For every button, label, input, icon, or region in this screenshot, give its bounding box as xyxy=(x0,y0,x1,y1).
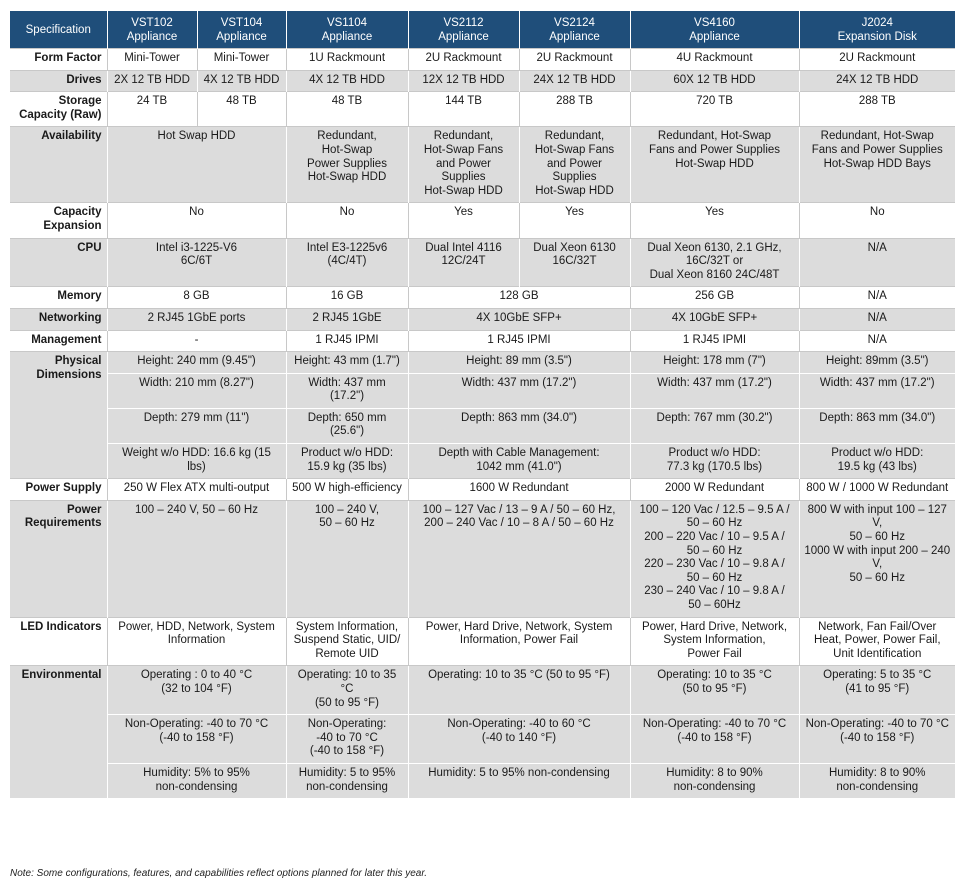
cell: 8 GB xyxy=(107,287,286,309)
cell: 100 – 120 Vac / 12.5 – 9.5 A / 50 – 60 Hz 200 – 220 Vac / 10 – 9.5 A / 50 – 60 Hz 220 – 230 Vac / 10 – 9.8 A / 50 – 60 Hz 230 – 240 Vac / 10 – 9.8 A / 50 – 60Hz xyxy=(630,500,799,617)
row-form-factor xyxy=(10,49,955,71)
cell: 100 – 240 V, 50 – 60 Hz xyxy=(286,500,408,617)
cell: 100 – 127 Vac / 13 – 9 A / 50 – 60 Hz, 200 – 240 Vac / 10 – 8 A / 50 – 60 Hz xyxy=(408,500,630,617)
cell: Humidity: 5% to 95% non-condensing xyxy=(107,763,286,798)
cell: Depth: 863 mm (34.0") xyxy=(799,408,955,443)
cell: 2U Rackmount xyxy=(799,49,955,71)
cell: N/A xyxy=(799,308,955,330)
row-label: Memory xyxy=(10,287,107,309)
row-power-requirements xyxy=(10,500,955,617)
row-networking xyxy=(10,308,955,330)
cell: Redundant, Hot-Swap Fans and Power Supplies Hot-Swap HDD xyxy=(519,127,630,203)
cell: Width: 437 mm (17.2") xyxy=(630,373,799,408)
row-memory xyxy=(10,287,955,309)
cell: Redundant, Hot-Swap Fans and Power Supplies Hot-Swap HDD Bays xyxy=(799,127,955,203)
row-cpu xyxy=(10,238,955,287)
row-label: Power Requirements xyxy=(10,500,107,617)
cell: Mini-Tower xyxy=(197,49,286,71)
row-label: Storage Capacity (Raw) xyxy=(10,92,107,127)
cell: Depth: 767 mm (30.2") xyxy=(630,408,799,443)
cell: System Information, Suspend Static, UID/ Remote UID xyxy=(286,617,408,666)
cell: Non-Operating: -40 to 70 °C (-40 to 158 °F) xyxy=(286,715,408,764)
cell: Power, HDD, Network, System Information xyxy=(107,617,286,666)
cell: 250 W Flex ATX multi-output xyxy=(107,479,286,501)
cell: 48 TB xyxy=(197,92,286,127)
cell: Operating : 0 to 40 °C (32 to 104 °F) xyxy=(107,666,286,715)
cell: Non-Operating: -40 to 70 °C (-40 to 158 °F) xyxy=(799,715,955,764)
cell: Power, Hard Drive, Network, System Information, Power Fail xyxy=(408,617,630,666)
cell: Redundant, Hot-Swap Power Supplies Hot-Swap HDD xyxy=(286,127,408,203)
header-row xyxy=(10,11,955,49)
row-label: Physical Dimensions xyxy=(10,352,107,479)
cell: Dual Xeon 6130 16C/32T xyxy=(519,238,630,287)
row-physical-depth xyxy=(10,408,955,443)
row-management xyxy=(10,330,955,352)
cell: 24X 12 TB HDD xyxy=(519,70,630,92)
footnote: Note: Some configurations, features, and capabilities reflect options planned for later this year. xyxy=(10,868,428,879)
cell: 288 TB xyxy=(519,92,630,127)
cell: 800 W with input 100 – 127 V, 50 – 60 Hz 1000 W with input 200 – 240 V, 50 – 60 Hz xyxy=(799,500,955,617)
header-vs2124: VS2124 Appliance xyxy=(519,11,630,49)
cell: Width: 437 mm (17.2") xyxy=(799,373,955,408)
cell: - xyxy=(107,330,286,352)
cell: Hot Swap HDD xyxy=(107,127,286,203)
cell: 60X 12 TB HDD xyxy=(630,70,799,92)
cell: 4U Rackmount xyxy=(630,49,799,71)
cell: Depth: 863 mm (34.0") xyxy=(408,408,630,443)
cell: Product w/o HDD: 19.5 kg (43 lbs) xyxy=(799,444,955,479)
header-vs2112: VS2112 Appliance xyxy=(408,11,519,49)
row-env-non-operating xyxy=(10,715,955,764)
cell: Humidity: 5 to 95% non-condensing xyxy=(286,763,408,798)
cell: Operating: 10 to 35 °C (50 to 95 °F) xyxy=(286,666,408,715)
cell: Operating: 10 to 35 °C (50 to 95 °F) xyxy=(408,666,630,715)
cell: Width: 437 mm (17.2") xyxy=(286,373,408,408)
cell: Yes xyxy=(630,203,799,238)
row-label: Power Supply xyxy=(10,479,107,501)
cell: Height: 89 mm (3.5") xyxy=(408,352,630,374)
cell: 1 RJ45 IPMI xyxy=(286,330,408,352)
cell: Non-Operating: -40 to 60 °C (-40 to 140 °F) xyxy=(408,715,630,764)
cell: 2U Rackmount xyxy=(519,49,630,71)
row-label: Environmental xyxy=(10,666,107,798)
row-availability xyxy=(10,127,955,203)
header-vs1104: VS1104 Appliance xyxy=(286,11,408,49)
cell: Humidity: 8 to 90% non-condensing xyxy=(799,763,955,798)
cell: 4X 12 TB HDD xyxy=(286,70,408,92)
cell: 1 RJ45 IPMI xyxy=(408,330,630,352)
cell: Non-Operating: -40 to 70 °C (-40 to 158 °F) xyxy=(107,715,286,764)
cell: 100 – 240 V, 50 – 60 Hz xyxy=(107,500,286,617)
cell: Redundant, Hot-Swap Fans and Power Supplies Hot-Swap HDD xyxy=(408,127,519,203)
cell: 1 RJ45 IPMI xyxy=(630,330,799,352)
row-label: Form Factor xyxy=(10,49,107,71)
cell: Power, Hard Drive, Network, System Information, Power Fail xyxy=(630,617,799,666)
cell: 2 RJ45 1GbE xyxy=(286,308,408,330)
cell: 4X 10GbE SFP+ xyxy=(630,308,799,330)
cell: 12X 12 TB HDD xyxy=(408,70,519,92)
cell: 48 TB xyxy=(286,92,408,127)
header-j2024: J2024 Expansion Disk xyxy=(799,11,955,49)
row-label: CPU xyxy=(10,238,107,287)
cell: 720 TB xyxy=(630,92,799,127)
row-label: Availability xyxy=(10,127,107,203)
cell: Width: 437 mm (17.2") xyxy=(408,373,630,408)
cell: 256 GB xyxy=(630,287,799,309)
row-physical-height xyxy=(10,352,955,374)
cell: N/A xyxy=(799,287,955,309)
cell: Humidity: 8 to 90% non-condensing xyxy=(630,763,799,798)
cell: 4X 10GbE SFP+ xyxy=(408,308,630,330)
header-vs4160: VS4160 Appliance xyxy=(630,11,799,49)
cell: 2U Rackmount xyxy=(408,49,519,71)
cell: Height: 43 mm (1.7") xyxy=(286,352,408,374)
cell: No xyxy=(799,203,955,238)
cell: Dual Intel 4116 12C/24T xyxy=(408,238,519,287)
cell: Yes xyxy=(519,203,630,238)
cell: Depth with Cable Management: 1042 mm (41.0") xyxy=(408,444,630,479)
row-storage-capacity xyxy=(10,92,955,127)
cell: Yes xyxy=(408,203,519,238)
cell: Humidity: 5 to 95% non-condensing xyxy=(408,763,630,798)
cell: Width: 210 mm (8.27") xyxy=(107,373,286,408)
cell: N/A xyxy=(799,238,955,287)
row-drives xyxy=(10,70,955,92)
cell: Mini-Tower xyxy=(107,49,197,71)
row-led-indicators xyxy=(10,617,955,666)
row-physical-weight xyxy=(10,444,955,479)
cell: Depth: 650 mm (25.6") xyxy=(286,408,408,443)
cell: 500 W high-efficiency xyxy=(286,479,408,501)
cell: 144 TB xyxy=(408,92,519,127)
row-label: Drives xyxy=(10,70,107,92)
cell: Operating: 10 to 35 °C (50 to 95 °F) xyxy=(630,666,799,715)
cell: Redundant, Hot-Swap Fans and Power Supplies Hot-Swap HDD xyxy=(630,127,799,203)
cell: Height: 89mm (3.5") xyxy=(799,352,955,374)
cell: N/A xyxy=(799,330,955,352)
row-env-operating xyxy=(10,666,955,715)
row-capacity-expansion xyxy=(10,203,955,238)
cell: Weight w/o HDD: 16.6 kg (15 lbs) xyxy=(107,444,286,479)
cell: Intel i3-1225-V6 6C/6T xyxy=(107,238,286,287)
cell: Height: 240 mm (9.45") xyxy=(107,352,286,374)
cell: Operating: 5 to 35 °C (41 to 95 °F) xyxy=(799,666,955,715)
row-label: Networking xyxy=(10,308,107,330)
row-physical-width xyxy=(10,373,955,408)
cell: Non-Operating: -40 to 70 °C (-40 to 158 °F) xyxy=(630,715,799,764)
cell: Depth: 279 mm (11") xyxy=(107,408,286,443)
header-vst104: VST104 Appliance xyxy=(197,11,286,49)
cell: No xyxy=(107,203,286,238)
cell: Dual Xeon 6130, 2.1 GHz, 16C/32T or Dual Xeon 8160 24C/48T xyxy=(630,238,799,287)
cell: Product w/o HDD: 15.9 kg (35 lbs) xyxy=(286,444,408,479)
cell: 1600 W Redundant xyxy=(408,479,630,501)
cell: Intel E3-1225v6 (4C/4T) xyxy=(286,238,408,287)
cell: Network, Fan Fail/Over Heat, Power, Power Fail, Unit Identification xyxy=(799,617,955,666)
cell: 800 W / 1000 W Redundant xyxy=(799,479,955,501)
cell: 4X 12 TB HDD xyxy=(197,70,286,92)
spec-table xyxy=(10,11,955,798)
cell: 128 GB xyxy=(408,287,630,309)
cell: No xyxy=(286,203,408,238)
cell: 24X 12 TB HDD xyxy=(799,70,955,92)
cell: 2X 12 TB HDD xyxy=(107,70,197,92)
row-label: Capacity Expansion xyxy=(10,203,107,238)
cell: 1U Rackmount xyxy=(286,49,408,71)
cell: Height: 178 mm (7") xyxy=(630,352,799,374)
cell: 16 GB xyxy=(286,287,408,309)
row-label: Management xyxy=(10,330,107,352)
cell: 288 TB xyxy=(799,92,955,127)
row-env-humidity xyxy=(10,763,955,798)
cell: Product w/o HDD: 77.3 kg (170.5 lbs) xyxy=(630,444,799,479)
cell: 2000 W Redundant xyxy=(630,479,799,501)
cell: 2 RJ45 1GbE ports xyxy=(107,308,286,330)
header-specification: Specification xyxy=(10,11,107,49)
header-vst102: VST102 Appliance xyxy=(107,11,197,49)
row-power-supply xyxy=(10,479,955,501)
cell: 24 TB xyxy=(107,92,197,127)
row-label: LED Indicators xyxy=(10,617,107,666)
